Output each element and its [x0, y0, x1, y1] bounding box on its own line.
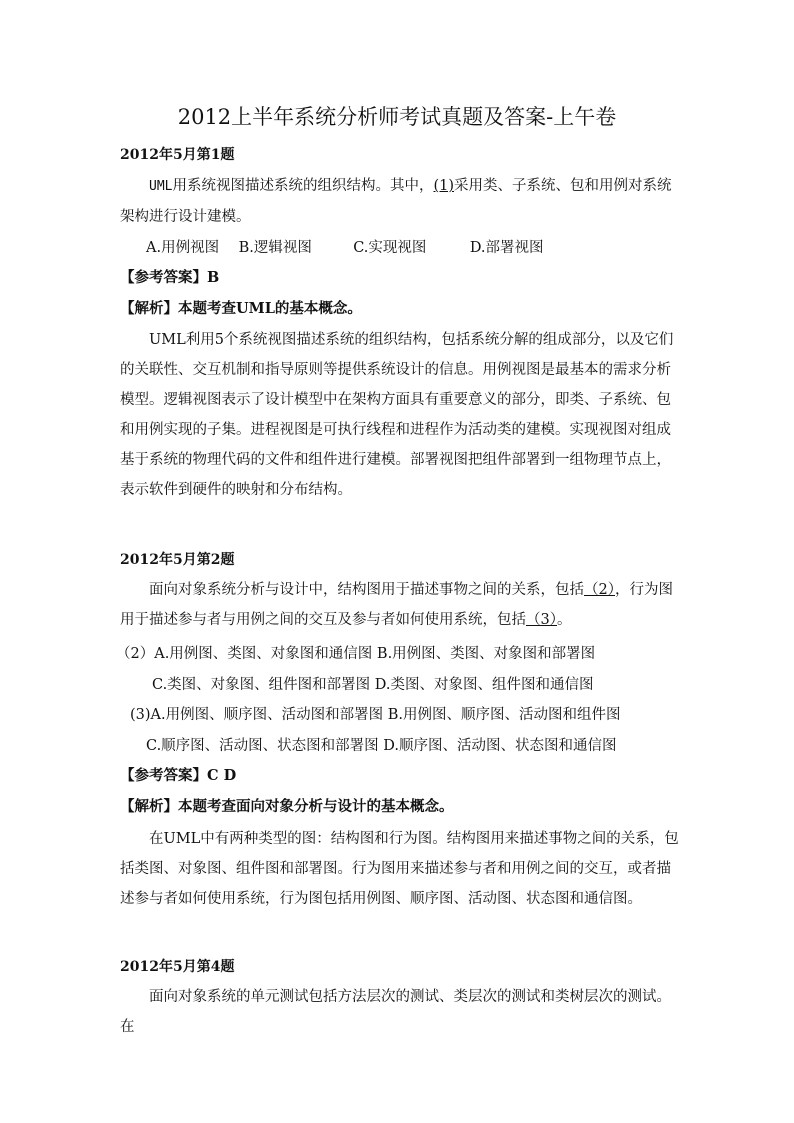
q1-stem: [120, 171, 680, 232]
q1-stem-prefix: UML: [149, 179, 173, 194]
q2-heading: 2012年5月第2题: [120, 552, 235, 568]
q2-answer-label: 【参考答案】: [120, 767, 207, 784]
q1-analysis-heading: [120, 298, 362, 320]
q2-analysis-heading: [120, 796, 454, 818]
q2-stem-b: ，行为图用于描述参与者与用例之间的交互及参与者如何使用系统，包括: [120, 582, 673, 628]
q1-stem-b: 采用类、子系统、包和用例对系统架构进行设计建模。: [120, 178, 672, 225]
q1-heading: 2012年5月第1题: [120, 147, 235, 163]
q2-options-2-cd: C.类图、对象图、组件图和部署图 D.类图、对象图、组件图和通信图: [152, 677, 594, 693]
q1-analysis-label: 【解析】: [120, 300, 178, 317]
q2-analysis-title: 本题考查面向对象分析与设计的基本概念。: [178, 798, 454, 815]
q2-answer: [120, 765, 236, 787]
q1-option-a: A.用例视图: [146, 240, 220, 256]
q1-analysis-text: UML利用5个系统视图描述系统的组织结构，包括系统分解的组成部分，以及它们的关联性、交互机制和指导原则等提供系统设计的信息。用例视图是最基本的需求分析模型。逻辑视图表示了设计模型中在架构方面具有重要意义的部分，即类、子系统、包和用例实现的子集。进程视图是可执行线程和进程作为活动类的建模。实现视图对组成基于系统的物理代码的文件和组件进行建模。部署视图把组件部署到一组物理节点上，表示软件到硬件的映射和分布结构。: [120, 332, 674, 498]
q4-stem: 面向对象系统的单元测试包括方法层次的测试、类层次的测试和类树层次的测试。在: [120, 989, 671, 1035]
q2-options-3-ab: (3)A.用例图、顺序图、活动图和部署图 B.用例图、顺序图、活动图和组件图: [130, 707, 621, 723]
q1-answer: [120, 267, 219, 289]
q2-stem-a: 面向对象系统分析与设计中，结构图用于描述事物之间的关系，包括: [149, 582, 584, 598]
q2-options-2-ab: （2）A.用例图、类图、对象图和通信图 B.用例图、类图、对象图和部署图: [116, 646, 596, 662]
q1-option-d: D.部署视图: [469, 240, 544, 256]
q1-answer-label: 【参考答案】: [120, 269, 207, 286]
q1-blank: (1): [433, 178, 455, 194]
q2-options-3-cd: C.顺序图、活动图、状态图和部署图 D.顺序图、活动图、状态图和通信图: [146, 738, 617, 754]
document-title: 2012上半年系统分析师考试真题及答案-上午卷: [177, 105, 617, 129]
q1-analysis-title: 本题考查UML的基本概念。: [178, 300, 362, 317]
q2-stem: [120, 575, 680, 635]
q2-answer-value: C D: [207, 767, 237, 784]
q2-blank-2: （2）: [584, 582, 615, 598]
q1-answer-value: B: [207, 269, 220, 286]
q1-stem-a: 用系统视图描述系统的组织结构。其中，: [172, 178, 434, 194]
q2-stem-c: 。: [556, 612, 572, 628]
q2-analysis-label: 【解析】: [120, 798, 178, 815]
q1-options: [146, 237, 544, 259]
q1-option-b: B.逻辑视图: [238, 240, 312, 256]
q1-option-c: C.实现视图: [353, 240, 427, 256]
q2-analysis-text: 在UML中有两种类型的图：结构图和行为图。结构图用来描述事物之间的关系，包括类图、对象图、组件图和部署图。行为图用来描述参与者和用例之间的交互，或者描述参与者如何使用系统，行为图包括用例图、顺序图、活动图、状态图和通信图。: [120, 831, 679, 907]
q2-blank-3: （3）: [526, 612, 557, 628]
q4-heading: 2012年5月第4题: [120, 959, 235, 975]
